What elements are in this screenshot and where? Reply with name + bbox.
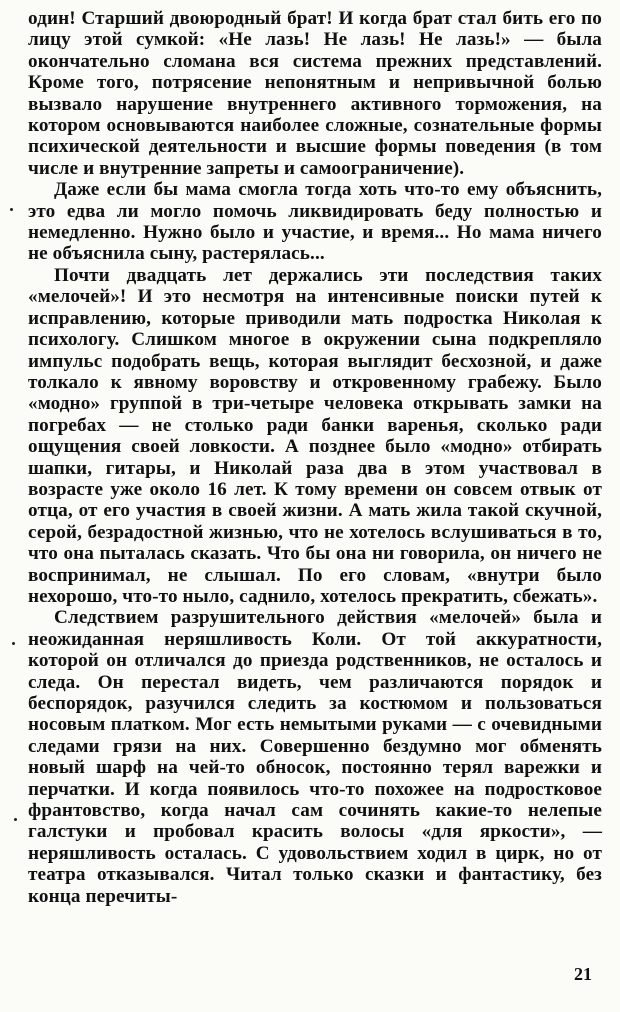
print-speck — [14, 818, 17, 821]
body-text — [28, 8, 602, 907]
paragraph-2: Даже если бы мама смогла тогда хоть что-то ему объяснить, это едва ли могло помочь ликвидировать беду полностью и немедленно. Нужно было и участие, и время... Но мама ничего не объяснила сыну, растерялась... — [28, 179, 602, 265]
page-number: 21 — [574, 964, 592, 984]
paragraph-4: Следствием разрушительного действия «мелочей» была и неожиданная неряшливость Коли. От той аккуратности, которой он отличался до приезда родственников, не осталось и следа. Он перестал видеть, чем различаются порядок и беспорядок, разучился следить за костюмом и пользоваться носовым платком. Мог есть немытыми руками — с очевидными следами грязи на них. Совершенно бездумно мог обменять новый шарф на чей-то обносок, постоянно терял варежки и перчатки. И когда появилось что-то похожее на подростковое франтовство, когда начал сам сочинять какие-то нелепые галстуки и пробовал красить волосы «для яркости», — неряшливость осталась. С удовольствием ходил в цирк, но от театра отказывался. Читал только сказки и фантастику, без конца перечиты- — [28, 607, 602, 907]
paragraph-1: один! Старший двоюродный брат! И когда брат стал бить его по лицу этой сумкой: «Не лазь! Не лазь! Не лазь!» — была окончательно сломана вся система прежних представлений. Кроме того, потрясение непонятным и непривычной болью вызвало нарушение внутреннего активного торможения, на котором основываются наиболее сложные, сознательные формы психической деятельности и высшие формы поведения (в том числе и внутренние запреты и самоограничение). — [28, 8, 602, 179]
print-speck — [10, 208, 13, 211]
print-speck — [12, 642, 15, 645]
paragraph-3: Почти двадцать лет держались эти последствия таких «мелочей»! И это несмотря на интенсивные поиски путей к исправлению, которые приводили мать подростка Николая к психологу. Слишком многое в окружении сына подкрепляло импульс подобрать вещь, которая выглядит бесхозной, и даже толкало к явному воровству и откровенному грабежу. Было «модно» группой в три-четыре человека открывать замки на погребах — не столько ради банки варенья, сколько ради ощущения своей ловкости. А позднее было «модно» отбирать шапки, гитары, и Николай раза два в этом участвовал в возрасте уже около 16 лет. К тому времени он совсем отвык от отца, от его участия в своей жизни. А мать жила такой скучной, серой, безрадостной жизнью, что не хотелось вслушиваться в то, что она пыталась сказать. Что бы она ни говорила, он ничего не воспринимал, не слышал. По его словам, «внутри было нехорошо, что-то ныло, саднило, хотелось прекратить, сбежать». — [28, 264, 602, 607]
